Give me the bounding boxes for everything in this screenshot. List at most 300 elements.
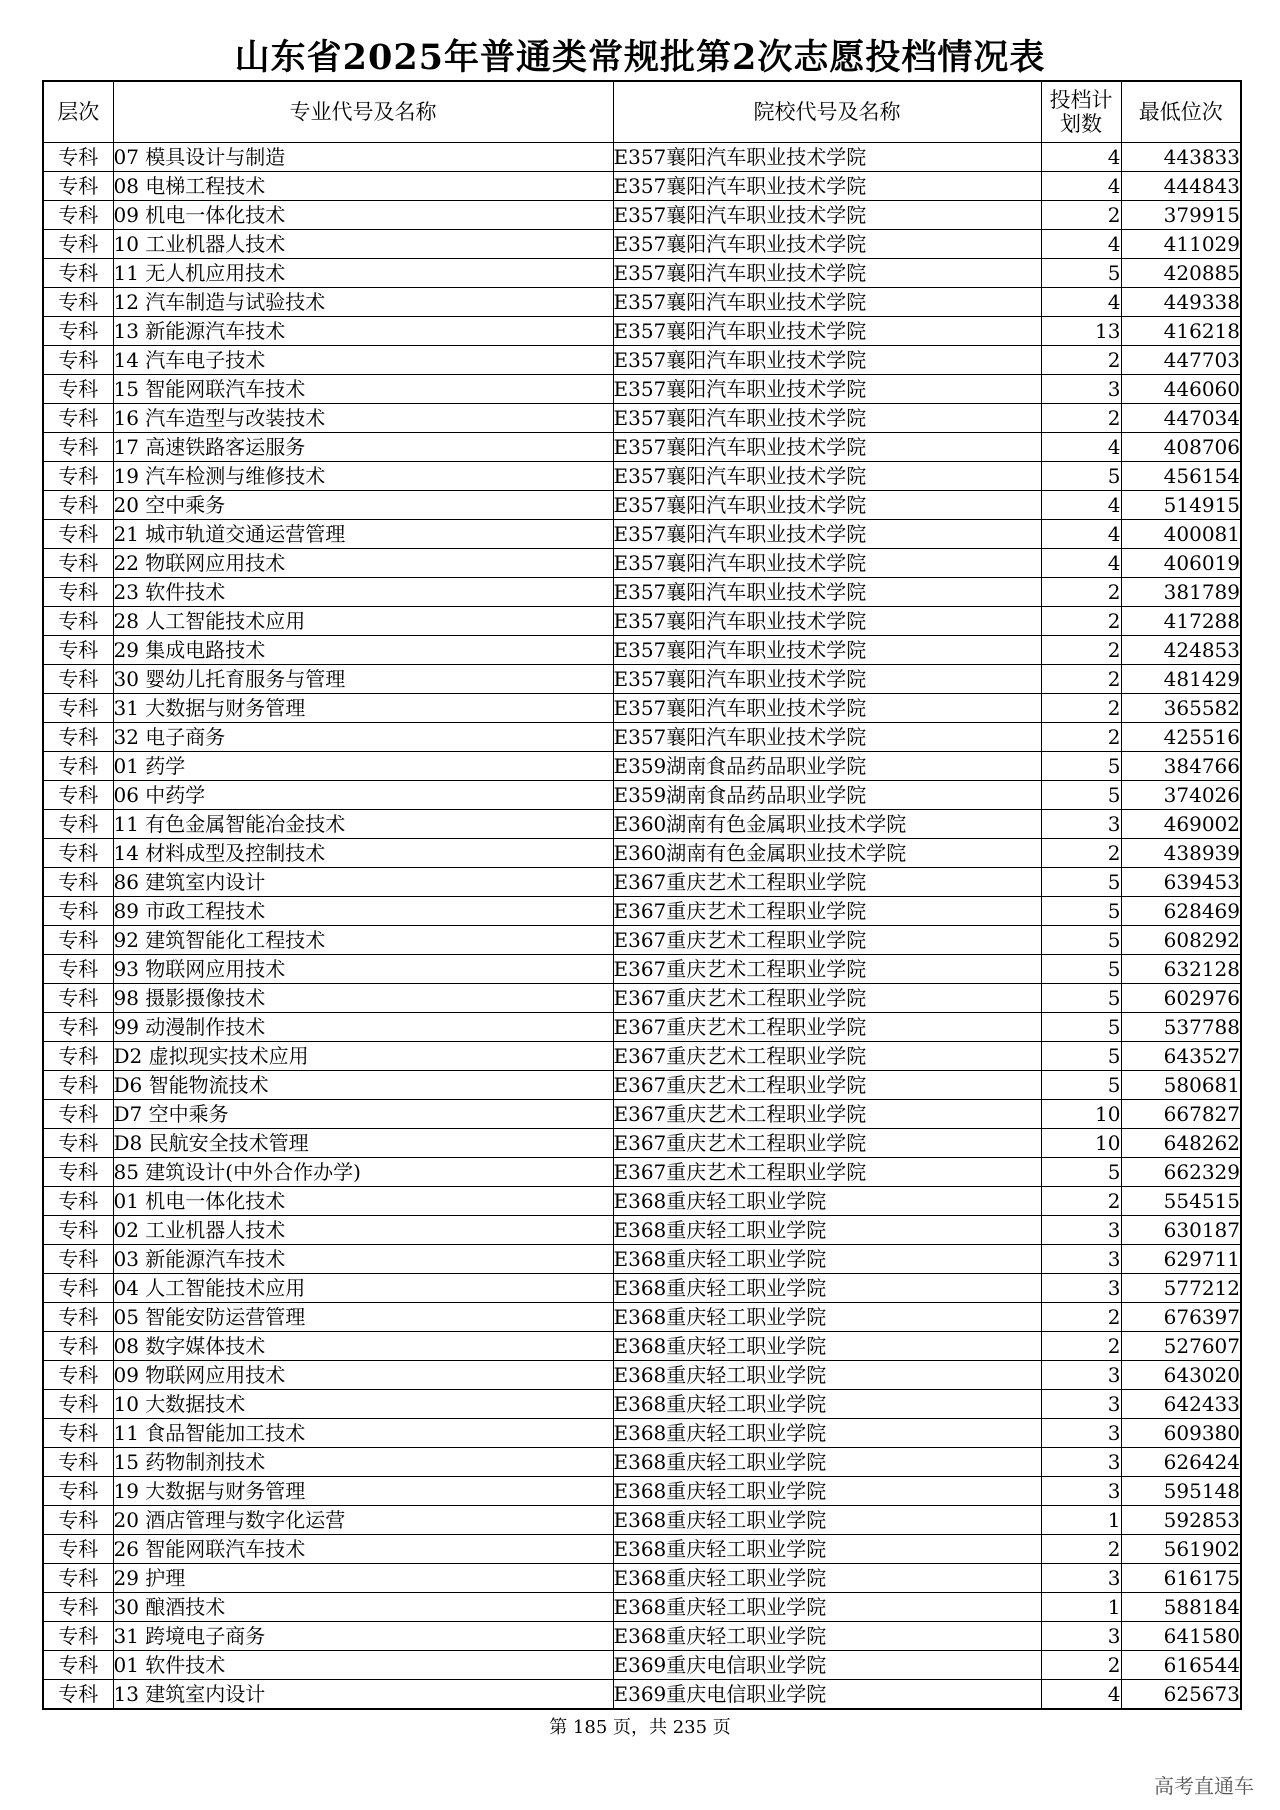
cell-level: 专科 — [43, 926, 113, 955]
table-row — [43, 1506, 1241, 1535]
cell-major: 86 建筑室内设计 — [113, 868, 613, 897]
cell-school: E357襄阳汽车职业技术学院 — [613, 172, 1041, 201]
cell-school: E368重庆轻工职业学院 — [613, 1448, 1041, 1477]
cell-school: E368重庆轻工职业学院 — [613, 1564, 1041, 1593]
cell-major: 20 酒店管理与数字化运营 — [113, 1506, 613, 1535]
cell-level: 专科 — [43, 868, 113, 897]
cell-plan: 4 — [1041, 549, 1121, 578]
cell-rank: 561902 — [1121, 1535, 1241, 1564]
cell-rank: 608292 — [1121, 926, 1241, 955]
table-row — [43, 1274, 1241, 1303]
table-row — [43, 926, 1241, 955]
cell-plan: 5 — [1041, 926, 1121, 955]
table-row — [43, 143, 1241, 172]
cell-plan: 3 — [1041, 1245, 1121, 1274]
cell-level: 专科 — [43, 1477, 113, 1506]
cell-level: 专科 — [43, 810, 113, 839]
table-row — [43, 462, 1241, 491]
cell-major: 01 软件技术 — [113, 1651, 613, 1680]
cell-rank: 408706 — [1121, 433, 1241, 462]
cell-level: 专科 — [43, 520, 113, 549]
table-row — [43, 868, 1241, 897]
table-row — [43, 1477, 1241, 1506]
cell-major: 21 城市轨道交通运营管理 — [113, 520, 613, 549]
cell-major: D7 空中乘务 — [113, 1100, 613, 1129]
cell-rank: 609380 — [1121, 1419, 1241, 1448]
cell-level: 专科 — [43, 1593, 113, 1622]
cell-plan: 3 — [1041, 810, 1121, 839]
cell-rank: 425516 — [1121, 723, 1241, 752]
cell-major: 92 建筑智能化工程技术 — [113, 926, 613, 955]
cell-major: 19 汽车检测与维修技术 — [113, 462, 613, 491]
cell-rank: 595148 — [1121, 1477, 1241, 1506]
cell-plan: 3 — [1041, 1477, 1121, 1506]
cell-school: E357襄阳汽车职业技术学院 — [613, 491, 1041, 520]
cell-plan: 2 — [1041, 404, 1121, 433]
cell-level: 专科 — [43, 1216, 113, 1245]
cell-level: 专科 — [43, 1361, 113, 1390]
cell-school: E357襄阳汽车职业技术学院 — [613, 230, 1041, 259]
table-row — [43, 607, 1241, 636]
cell-school: E368重庆轻工职业学院 — [613, 1535, 1041, 1564]
table-row — [43, 1361, 1241, 1390]
cell-level: 专科 — [43, 1535, 113, 1564]
cell-school: E357襄阳汽车职业技术学院 — [613, 723, 1041, 752]
cell-major: 04 人工智能技术应用 — [113, 1274, 613, 1303]
cell-level: 专科 — [43, 201, 113, 230]
cell-school: E357襄阳汽车职业技术学院 — [613, 520, 1041, 549]
cell-school: E369重庆电信职业学院 — [613, 1680, 1041, 1710]
table-row — [43, 230, 1241, 259]
cell-level: 专科 — [43, 346, 113, 375]
cell-level: 专科 — [43, 491, 113, 520]
cell-rank: 444843 — [1121, 172, 1241, 201]
header-rank: 最低位次 — [1121, 81, 1241, 143]
cell-school: E367重庆艺术工程职业学院 — [613, 1158, 1041, 1187]
cell-rank: 417288 — [1121, 607, 1241, 636]
cell-rank: 616544 — [1121, 1651, 1241, 1680]
cell-major: 22 物联网应用技术 — [113, 549, 613, 578]
cell-plan: 2 — [1041, 201, 1121, 230]
cell-school: E357襄阳汽车职业技术学院 — [613, 549, 1041, 578]
cell-plan: 2 — [1041, 1303, 1121, 1332]
cell-level: 专科 — [43, 404, 113, 433]
cell-rank: 374026 — [1121, 781, 1241, 810]
table-row — [43, 1245, 1241, 1274]
cell-level: 专科 — [43, 723, 113, 752]
cell-plan: 3 — [1041, 1390, 1121, 1419]
cell-rank: 628469 — [1121, 897, 1241, 926]
cell-school: E368重庆轻工职业学院 — [613, 1361, 1041, 1390]
cell-level: 专科 — [43, 1332, 113, 1361]
cell-plan: 5 — [1041, 752, 1121, 781]
cell-school: E360湖南有色金属职业技术学院 — [613, 839, 1041, 868]
admission-table — [42, 80, 1242, 1710]
cell-plan: 2 — [1041, 839, 1121, 868]
cell-school: E357襄阳汽车职业技术学院 — [613, 201, 1041, 230]
cell-rank: 662329 — [1121, 1158, 1241, 1187]
cell-rank: 639453 — [1121, 868, 1241, 897]
cell-major: 11 无人机应用技术 — [113, 259, 613, 288]
cell-school: E367重庆艺术工程职业学院 — [613, 868, 1041, 897]
cell-school: E367重庆艺术工程职业学院 — [613, 926, 1041, 955]
cell-school: E368重庆轻工职业学院 — [613, 1593, 1041, 1622]
cell-major: 17 高速铁路客运服务 — [113, 433, 613, 462]
cell-major: 13 新能源汽车技术 — [113, 317, 613, 346]
cell-level: 专科 — [43, 1245, 113, 1274]
cell-rank: 643527 — [1121, 1042, 1241, 1071]
cell-major: 02 工业机器人技术 — [113, 1216, 613, 1245]
table-row — [43, 1303, 1241, 1332]
cell-plan: 2 — [1041, 636, 1121, 665]
cell-major: 26 智能网联汽车技术 — [113, 1535, 613, 1564]
cell-level: 专科 — [43, 1303, 113, 1332]
table-body — [43, 143, 1241, 1710]
cell-major: 10 工业机器人技术 — [113, 230, 613, 259]
cell-plan: 1 — [1041, 1593, 1121, 1622]
cell-level: 专科 — [43, 1042, 113, 1071]
table-row — [43, 1187, 1241, 1216]
cell-level: 专科 — [43, 462, 113, 491]
cell-school: E367重庆艺术工程职业学院 — [613, 1100, 1041, 1129]
cell-plan: 3 — [1041, 1216, 1121, 1245]
cell-plan: 4 — [1041, 520, 1121, 549]
cell-rank: 630187 — [1121, 1216, 1241, 1245]
cell-level: 专科 — [43, 172, 113, 201]
cell-rank: 443833 — [1121, 143, 1241, 172]
table-row — [43, 1535, 1241, 1564]
cell-major: 14 材料成型及控制技术 — [113, 839, 613, 868]
cell-school: E367重庆艺术工程职业学院 — [613, 1042, 1041, 1071]
cell-major: 85 建筑设计(中外合作办学) — [113, 1158, 613, 1187]
header-plan — [1041, 81, 1121, 143]
cell-level: 专科 — [43, 1100, 113, 1129]
cell-level: 专科 — [43, 1187, 113, 1216]
table-row — [43, 1680, 1241, 1710]
cell-plan: 3 — [1041, 1564, 1121, 1593]
cell-school: E368重庆轻工职业学院 — [613, 1419, 1041, 1448]
table-row — [43, 984, 1241, 1013]
cell-major: 11 有色金属智能冶金技术 — [113, 810, 613, 839]
cell-level: 专科 — [43, 1506, 113, 1535]
cell-rank: 592853 — [1121, 1506, 1241, 1535]
cell-major: D6 智能物流技术 — [113, 1071, 613, 1100]
cell-rank: 602976 — [1121, 984, 1241, 1013]
header-level: 层次 — [43, 81, 113, 143]
cell-level: 专科 — [43, 1622, 113, 1651]
cell-rank: 580681 — [1121, 1071, 1241, 1100]
cell-plan: 2 — [1041, 1187, 1121, 1216]
cell-school: E368重庆轻工职业学院 — [613, 1245, 1041, 1274]
cell-rank: 456154 — [1121, 462, 1241, 491]
cell-major: 03 新能源汽车技术 — [113, 1245, 613, 1274]
cell-major: 29 护理 — [113, 1564, 613, 1593]
table-row — [43, 1390, 1241, 1419]
cell-major: 13 建筑室内设计 — [113, 1680, 613, 1710]
cell-rank: 449338 — [1121, 288, 1241, 317]
cell-school: E357襄阳汽车职业技术学院 — [613, 433, 1041, 462]
cell-level: 专科 — [43, 1013, 113, 1042]
cell-plan: 2 — [1041, 607, 1121, 636]
table-row — [43, 1129, 1241, 1158]
cell-school: E357襄阳汽车职业技术学院 — [613, 578, 1041, 607]
table-row — [43, 259, 1241, 288]
cell-major: 06 中药学 — [113, 781, 613, 810]
cell-plan: 4 — [1041, 491, 1121, 520]
cell-major: 15 智能网联汽车技术 — [113, 375, 613, 404]
cell-school: E368重庆轻工职业学院 — [613, 1303, 1041, 1332]
cell-major: 23 软件技术 — [113, 578, 613, 607]
table-row — [43, 404, 1241, 433]
cell-major: 32 电子商务 — [113, 723, 613, 752]
cell-plan: 4 — [1041, 143, 1121, 172]
cell-plan: 2 — [1041, 578, 1121, 607]
cell-major: 31 跨境电子商务 — [113, 1622, 613, 1651]
cell-plan: 5 — [1041, 781, 1121, 810]
cell-school: E368重庆轻工职业学院 — [613, 1216, 1041, 1245]
table-row — [43, 665, 1241, 694]
cell-major: 89 市政工程技术 — [113, 897, 613, 926]
table-row — [43, 1419, 1241, 1448]
cell-level: 专科 — [43, 317, 113, 346]
table-row — [43, 520, 1241, 549]
cell-major: 29 集成电路技术 — [113, 636, 613, 665]
cell-rank: 438939 — [1121, 839, 1241, 868]
cell-plan: 3 — [1041, 1622, 1121, 1651]
table-row — [43, 172, 1241, 201]
cell-plan: 10 — [1041, 1129, 1121, 1158]
table-row — [43, 723, 1241, 752]
cell-rank: 625673 — [1121, 1680, 1241, 1710]
cell-major: D2 虚拟现实技术应用 — [113, 1042, 613, 1071]
table-row — [43, 1216, 1241, 1245]
cell-major: 08 数字媒体技术 — [113, 1332, 613, 1361]
cell-plan: 5 — [1041, 1013, 1121, 1042]
table-row — [43, 636, 1241, 665]
cell-major: 14 汽车电子技术 — [113, 346, 613, 375]
cell-school: E357襄阳汽车职业技术学院 — [613, 346, 1041, 375]
cell-plan: 3 — [1041, 1419, 1121, 1448]
cell-level: 专科 — [43, 1158, 113, 1187]
cell-level: 专科 — [43, 694, 113, 723]
cell-plan: 2 — [1041, 723, 1121, 752]
cell-school: E359湖南食品药品职业学院 — [613, 752, 1041, 781]
cell-school: E368重庆轻工职业学院 — [613, 1622, 1041, 1651]
cell-plan: 2 — [1041, 346, 1121, 375]
table-row — [43, 375, 1241, 404]
cell-rank: 416218 — [1121, 317, 1241, 346]
cell-rank: 469002 — [1121, 810, 1241, 839]
cell-rank: 447703 — [1121, 346, 1241, 375]
cell-school: E367重庆艺术工程职业学院 — [613, 1071, 1041, 1100]
cell-level: 专科 — [43, 636, 113, 665]
cell-major: 07 模具设计与制造 — [113, 143, 613, 172]
table-row — [43, 1564, 1241, 1593]
cell-plan: 5 — [1041, 897, 1121, 926]
table-row — [43, 1158, 1241, 1187]
header-major: 专业代号及名称 — [113, 81, 613, 143]
cell-plan: 4 — [1041, 288, 1121, 317]
header-school: 院校代号及名称 — [613, 81, 1041, 143]
cell-school: E368重庆轻工职业学院 — [613, 1274, 1041, 1303]
table-row — [43, 810, 1241, 839]
cell-plan: 5 — [1041, 259, 1121, 288]
cell-level: 专科 — [43, 288, 113, 317]
cell-school: E368重庆轻工职业学院 — [613, 1390, 1041, 1419]
cell-school: E367重庆艺术工程职业学院 — [613, 897, 1041, 926]
cell-rank: 648262 — [1121, 1129, 1241, 1158]
table-row — [43, 346, 1241, 375]
cell-level: 专科 — [43, 839, 113, 868]
cell-level: 专科 — [43, 1651, 113, 1680]
cell-plan: 2 — [1041, 1332, 1121, 1361]
cell-plan: 13 — [1041, 317, 1121, 346]
cell-rank: 588184 — [1121, 1593, 1241, 1622]
table-row — [43, 897, 1241, 926]
cell-level: 专科 — [43, 1274, 113, 1303]
cell-level: 专科 — [43, 781, 113, 810]
page-title: 山东省2025年普通类常规批第2次志愿投档情况表 — [234, 37, 1046, 78]
cell-rank: 411029 — [1121, 230, 1241, 259]
cell-level: 专科 — [43, 665, 113, 694]
cell-major: 99 动漫制作技术 — [113, 1013, 613, 1042]
cell-plan: 3 — [1041, 1448, 1121, 1477]
cell-rank: 424853 — [1121, 636, 1241, 665]
cell-major: 30 婴幼儿托育服务与管理 — [113, 665, 613, 694]
table-row — [43, 752, 1241, 781]
cell-level: 专科 — [43, 1390, 113, 1419]
cell-level: 专科 — [43, 1448, 113, 1477]
cell-plan: 3 — [1041, 1274, 1121, 1303]
cell-school: E369重庆电信职业学院 — [613, 1651, 1041, 1680]
cell-level: 专科 — [43, 955, 113, 984]
cell-level: 专科 — [43, 578, 113, 607]
cell-rank: 616175 — [1121, 1564, 1241, 1593]
cell-school: E357襄阳汽车职业技术学院 — [613, 665, 1041, 694]
cell-school: E368重庆轻工职业学院 — [613, 1477, 1041, 1506]
cell-school: E357襄阳汽车职业技术学院 — [613, 404, 1041, 433]
cell-rank: 676397 — [1121, 1303, 1241, 1332]
table-row — [43, 1593, 1241, 1622]
cell-level: 专科 — [43, 375, 113, 404]
cell-major: 28 人工智能技术应用 — [113, 607, 613, 636]
cell-major: 09 机电一体化技术 — [113, 201, 613, 230]
cell-rank: 400081 — [1121, 520, 1241, 549]
cell-major: 08 电梯工程技术 — [113, 172, 613, 201]
cell-rank: 629711 — [1121, 1245, 1241, 1274]
cell-major: 10 大数据技术 — [113, 1390, 613, 1419]
cell-level: 专科 — [43, 1564, 113, 1593]
cell-plan: 4 — [1041, 1680, 1121, 1710]
cell-plan: 2 — [1041, 1535, 1121, 1564]
cell-plan: 4 — [1041, 230, 1121, 259]
cell-rank: 447034 — [1121, 404, 1241, 433]
cell-level: 专科 — [43, 1680, 113, 1710]
cell-major: 20 空中乘务 — [113, 491, 613, 520]
cell-plan: 5 — [1041, 868, 1121, 897]
cell-rank: 537788 — [1121, 1013, 1241, 1042]
cell-plan: 3 — [1041, 1361, 1121, 1390]
table-row — [43, 839, 1241, 868]
cell-major: 01 药学 — [113, 752, 613, 781]
cell-rank: 406019 — [1121, 549, 1241, 578]
cell-level: 专科 — [43, 143, 113, 172]
cell-rank: 554515 — [1121, 1187, 1241, 1216]
cell-school: E368重庆轻工职业学院 — [613, 1187, 1041, 1216]
table-row — [43, 578, 1241, 607]
cell-school: E357襄阳汽车职业技术学院 — [613, 317, 1041, 346]
table-row — [43, 694, 1241, 723]
cell-major: 16 汽车造型与改装技术 — [113, 404, 613, 433]
cell-school: E357襄阳汽车职业技术学院 — [613, 288, 1041, 317]
cell-plan: 10 — [1041, 1100, 1121, 1129]
table-row — [43, 1071, 1241, 1100]
page-footer: 第 185 页，共 235 页 — [549, 1717, 731, 1738]
cell-school: E357襄阳汽车职业技术学院 — [613, 462, 1041, 491]
cell-major: 30 酿酒技术 — [113, 1593, 613, 1622]
cell-major: 09 物联网应用技术 — [113, 1361, 613, 1390]
cell-plan: 5 — [1041, 1158, 1121, 1187]
cell-rank: 381789 — [1121, 578, 1241, 607]
cell-rank: 514915 — [1121, 491, 1241, 520]
cell-plan: 4 — [1041, 172, 1121, 201]
table-row — [43, 1651, 1241, 1680]
cell-rank: 626424 — [1121, 1448, 1241, 1477]
cell-major: D8 民航安全技术管理 — [113, 1129, 613, 1158]
cell-school: E368重庆轻工职业学院 — [613, 1332, 1041, 1361]
cell-school: E357襄阳汽车职业技术学院 — [613, 143, 1041, 172]
cell-school: E367重庆艺术工程职业学院 — [613, 1129, 1041, 1158]
cell-plan: 5 — [1041, 1071, 1121, 1100]
cell-level: 专科 — [43, 607, 113, 636]
cell-rank: 446060 — [1121, 375, 1241, 404]
cell-plan: 5 — [1041, 462, 1121, 491]
cell-rank: 667827 — [1121, 1100, 1241, 1129]
cell-rank: 481429 — [1121, 665, 1241, 694]
cell-school: E357襄阳汽车职业技术学院 — [613, 636, 1041, 665]
cell-level: 专科 — [43, 433, 113, 462]
table-row — [43, 781, 1241, 810]
cell-major: 05 智能安防运营管理 — [113, 1303, 613, 1332]
cell-rank: 641580 — [1121, 1622, 1241, 1651]
table-row — [43, 1013, 1241, 1042]
cell-rank: 420885 — [1121, 259, 1241, 288]
table-row — [43, 1042, 1241, 1071]
cell-rank: 365582 — [1121, 694, 1241, 723]
cell-rank: 379915 — [1121, 201, 1241, 230]
cell-plan: 3 — [1041, 375, 1121, 404]
table-row — [43, 1448, 1241, 1477]
cell-school: E357襄阳汽车职业技术学院 — [613, 694, 1041, 723]
cell-major: 93 物联网应用技术 — [113, 955, 613, 984]
cell-major: 98 摄影摄像技术 — [113, 984, 613, 1013]
cell-major: 11 食品智能加工技术 — [113, 1419, 613, 1448]
cell-plan: 2 — [1041, 665, 1121, 694]
cell-plan: 2 — [1041, 1651, 1121, 1680]
cell-level: 专科 — [43, 1129, 113, 1158]
table-row — [43, 955, 1241, 984]
cell-level: 专科 — [43, 984, 113, 1013]
cell-school: E367重庆艺术工程职业学院 — [613, 984, 1041, 1013]
cell-major: 15 药物制剂技术 — [113, 1448, 613, 1477]
cell-level: 专科 — [43, 1419, 113, 1448]
cell-level: 专科 — [43, 259, 113, 288]
header-plan-text: 投档计划数 — [1049, 88, 1113, 136]
table-row — [43, 433, 1241, 462]
table-header-row — [43, 81, 1241, 143]
watermark: 高考直通车 — [1154, 1774, 1254, 1798]
cell-plan: 5 — [1041, 955, 1121, 984]
